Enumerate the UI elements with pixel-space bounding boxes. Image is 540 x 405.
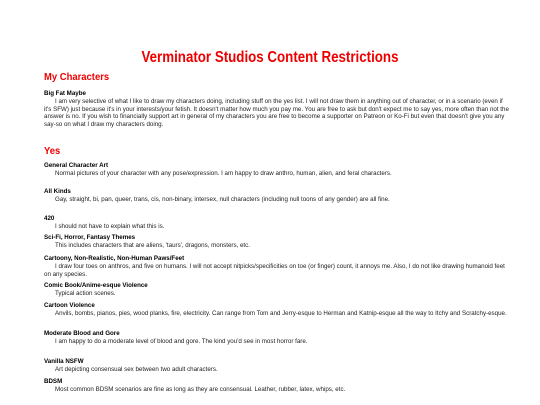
item-title: Cartoony, Non-Realistic, Non-Human Paws/Feet: [44, 255, 185, 262]
section-heading-my-characters: My Characters: [44, 71, 110, 83]
item-body: Gay, straight, bi, pan, queer, trans, cis, non-binary, intersex, null characters (including null toons of any gender) are all fine.: [55, 196, 390, 203]
list-item: [44, 188, 510, 204]
item-title: Big Fat Maybe: [44, 90, 86, 97]
list-item: [44, 282, 510, 298]
item-body: Most common BDSM scenarios are fine as long as they are consensual. Leather, rubber, latex, whips, etc.: [55, 386, 346, 393]
list-item: [44, 255, 510, 278]
item-body: I am happy to do a moderate level of blood and gore. The kind you'd see in most horror fare.: [55, 338, 308, 345]
section-heading-yes: Yes: [44, 145, 61, 157]
list-item: [44, 162, 510, 178]
item-body: Anvils, bombs, pianos, pies, wood planks, fire, electricity. Can range from Tom and Jerry-esque to Herman and Katnip-esque all the way to Itchy and Scratchy-esque.: [55, 310, 507, 317]
item-title: General Character Art: [44, 162, 109, 169]
list-item: [44, 378, 510, 394]
item-title: Comic Book/Anime-esque Violence: [44, 282, 148, 289]
item-body: Art depicting consensual sex between two adult characters.: [55, 366, 218, 373]
list-item: [44, 234, 510, 250]
item-body: I am very selective of what I like to draw my characters doing, including stuff on the yes list. I will not draw them in anything out of character, or in a scenario (even if it's SFW) just because it's in your interests/your fetish. It doesn't matter how much you pay me. You are free to ask but don't expect me to say yes, more often than not the answer is no. If you wish to financially support art in general of my characters you are free to become a supporter on Patreon or Ko-Fi but even that doesn't give you any say-so on what I draw my characters doing.: [44, 98, 509, 128]
item-body: Normal pictures of your character with any pose/expression. I am happy to draw anthro, human, alien, and feral characters.: [55, 170, 392, 177]
item-body: Typical action scenes.: [55, 290, 116, 297]
list-item: [44, 302, 510, 318]
item-title: Sci-Fi, Horror, Fantasy Themes: [44, 234, 136, 241]
list-item: [44, 90, 510, 128]
list-item: [44, 215, 510, 231]
list-item: [44, 330, 510, 346]
list-item: [44, 358, 510, 374]
page-title: Verminator Studios Content Restrictions: [141, 49, 399, 66]
item-title: Vanilla NSFW: [44, 358, 84, 365]
item-title: All Kinds: [44, 188, 71, 195]
item-title: Cartoon Violence: [44, 302, 95, 309]
item-body: I should not have to explain what this is.: [55, 223, 165, 230]
item-body: I draw four toes on anthros, and five on humans. I will not accept nitpicks/specificities on toe (or finger) count, it annoys me. Also, I do not like drawing humanoid feet on any species.: [44, 263, 505, 278]
item-title: BDSM: [44, 378, 63, 385]
item-title: 420: [44, 215, 55, 222]
item-title: Moderate Blood and Gore: [44, 330, 120, 337]
item-body: This includes characters that are aliens, 'taurs', dragons, monsters, etc.: [55, 242, 250, 249]
